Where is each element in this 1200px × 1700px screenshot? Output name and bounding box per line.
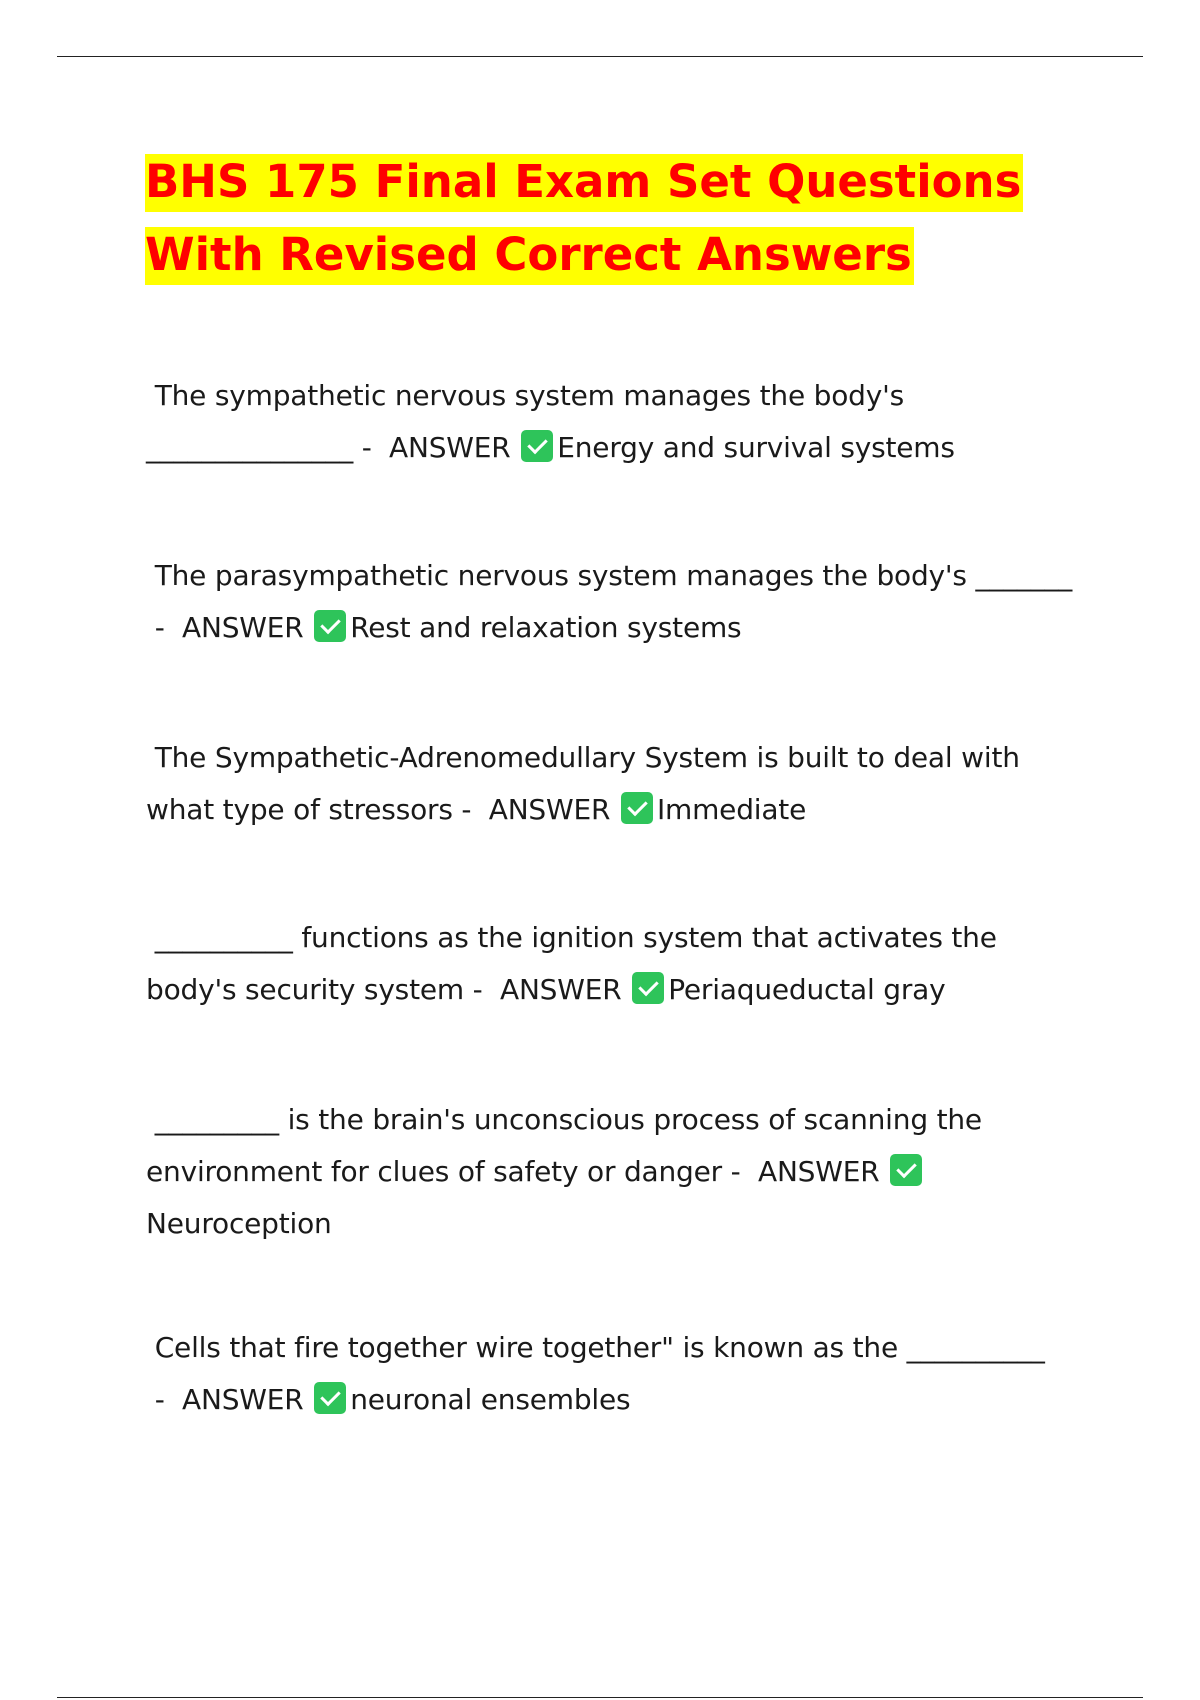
check-icon bbox=[314, 1382, 346, 1414]
top-rule bbox=[57, 56, 1143, 57]
title-line-1: BHS 175 Final Exam Set Questions bbox=[145, 154, 1023, 212]
check-icon bbox=[314, 610, 346, 642]
qa-item: _________ is the brain's unconscious process of scanning the environment for clues of safety or danger - ANSWER Neuroception bbox=[146, 1103, 991, 1240]
answer-text: Periaqueductal gray bbox=[668, 973, 946, 1006]
qa-item: The parasympathetic nervous system manages the body's _______ - ANSWER Rest and relaxation systems bbox=[146, 559, 1073, 644]
answer-text: Neuroception bbox=[146, 1207, 332, 1240]
answer-text: neuronal ensembles bbox=[350, 1383, 631, 1416]
qa-item: The Sympathetic-Adrenomedullary System is built to deal with what type of stressors - ANSWER Immediate bbox=[146, 741, 1029, 826]
answer-label: ANSWER bbox=[182, 611, 304, 644]
check-icon bbox=[521, 430, 553, 462]
answer-text: Energy and survival systems bbox=[557, 431, 955, 464]
qa-item: __________ functions as the ignition system that activates the body's security system - ANSWER Periaqueductal gray bbox=[146, 921, 1006, 1006]
question-text: The Sympathetic-Adrenomedullary System is built to deal with what type of stressors bbox=[146, 741, 1029, 826]
answer-text: Rest and relaxation systems bbox=[350, 611, 742, 644]
question-text: Cells that fire together wire together" is known as the __________ bbox=[146, 1331, 1045, 1364]
question-text: The parasympathetic nervous system manages the body's _______ bbox=[146, 559, 1073, 592]
answer-label: ANSWER bbox=[488, 793, 611, 826]
question-text: __________ functions as the ignition system that activates the body's security system bbox=[146, 921, 1006, 1006]
answer-label: ANSWER bbox=[757, 1155, 880, 1188]
answer-label: ANSWER bbox=[499, 973, 622, 1006]
answer-label: ANSWER bbox=[389, 431, 511, 464]
qa-item: Cells that fire together wire together" is known as the __________ - ANSWER neuronal ensembles bbox=[146, 1331, 1045, 1416]
answer-text: Immediate bbox=[656, 793, 807, 826]
answer-label: ANSWER bbox=[182, 1383, 304, 1416]
question-text: The sympathetic nervous system manages the body's _______________ bbox=[146, 379, 913, 464]
check-icon bbox=[890, 1154, 922, 1186]
bottom-rule bbox=[57, 1697, 1143, 1698]
document-title bbox=[145, 145, 1085, 291]
question-text: _________ is the brain's unconscious process of scanning the environment for clues of safety or danger bbox=[146, 1103, 991, 1188]
qa-item: The sympathetic nervous system manages the body's _______________ - ANSWER Energy and survival systems bbox=[146, 379, 955, 464]
check-icon bbox=[621, 792, 653, 824]
title-line-2: With Revised Correct Answers bbox=[145, 227, 914, 285]
check-icon bbox=[632, 972, 664, 1004]
